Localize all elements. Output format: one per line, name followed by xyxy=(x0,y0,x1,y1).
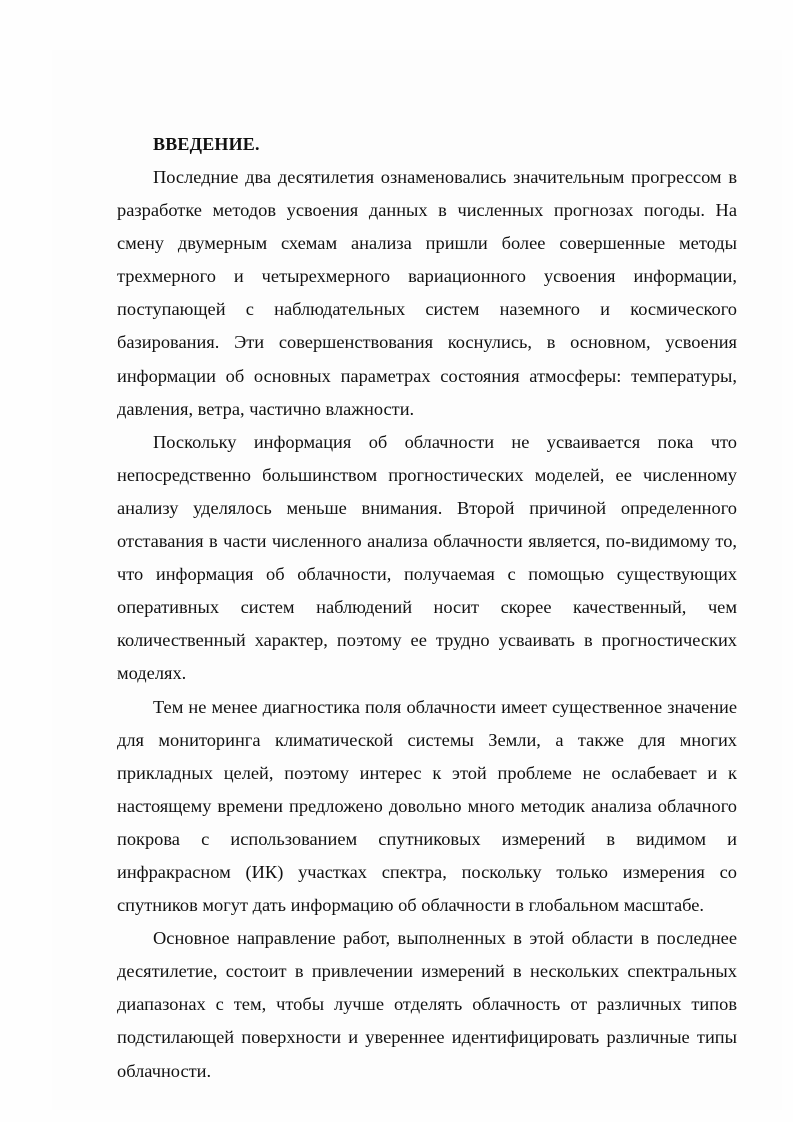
paragraph-2: Поскольку информация об облачности не усваивается пока что непосредственно большинством прогностических моделей, ее численному анализу уделялось меньше внимания. Второй причиной определенного отставания в части численного анализа облачности является, по-видимому то, что информация об облачности, получаемая с помощью существующих оперативных систем наблюдений носит скорее качественный, чем количественный характер, поэтому ее трудно усваивать в прогностических моделях. xyxy=(117,431,737,684)
section-heading: ВВЕДЕНИЕ. xyxy=(153,134,260,154)
paragraph-3: Тем не менее диагностика поля облачности имеет существенное значение для мониторинга климатической системы Земли, а также для многих прикладных целей, поэтому интерес к этой проблеме не ослабевает и к настоящему времени предложено довольно много методик анализа облачного покрова с использованием спутниковых измерений в видимом и инфракрасном (ИК) участках спектра, поскольку только измерения со спутников могут дать информацию об облачности в глобальном масштабе. xyxy=(117,696,737,916)
paragraph-4: Основное направление работ, выполненных в этой области в последнее десятилетие, состоит в привлечении измерений в нескольких спектральных диапазонах с тем, чтобы лучше отделять облачность от различных типов подстилающей поверхности и увереннее идентифицировать различные типы облачности. xyxy=(117,928,737,1081)
page-content xyxy=(117,128,737,1088)
paragraph-1: Последние два десятилетия ознаменовались значительным прогрессом в разработке методов усвоения данных в численных прогнозах погоды. На смену двумерным схемам анализа пришли более совершенные методы трехмерного и четырехмерного вариационного усвоения информации, поступающей с наблюдательных систем наземного и космического базирования. Эти совершенствования коснулись, в основном, усвоения информации об основных параметрах состояния атмосферы: температуры, давления, ветра, частично влажности. xyxy=(117,167,737,419)
